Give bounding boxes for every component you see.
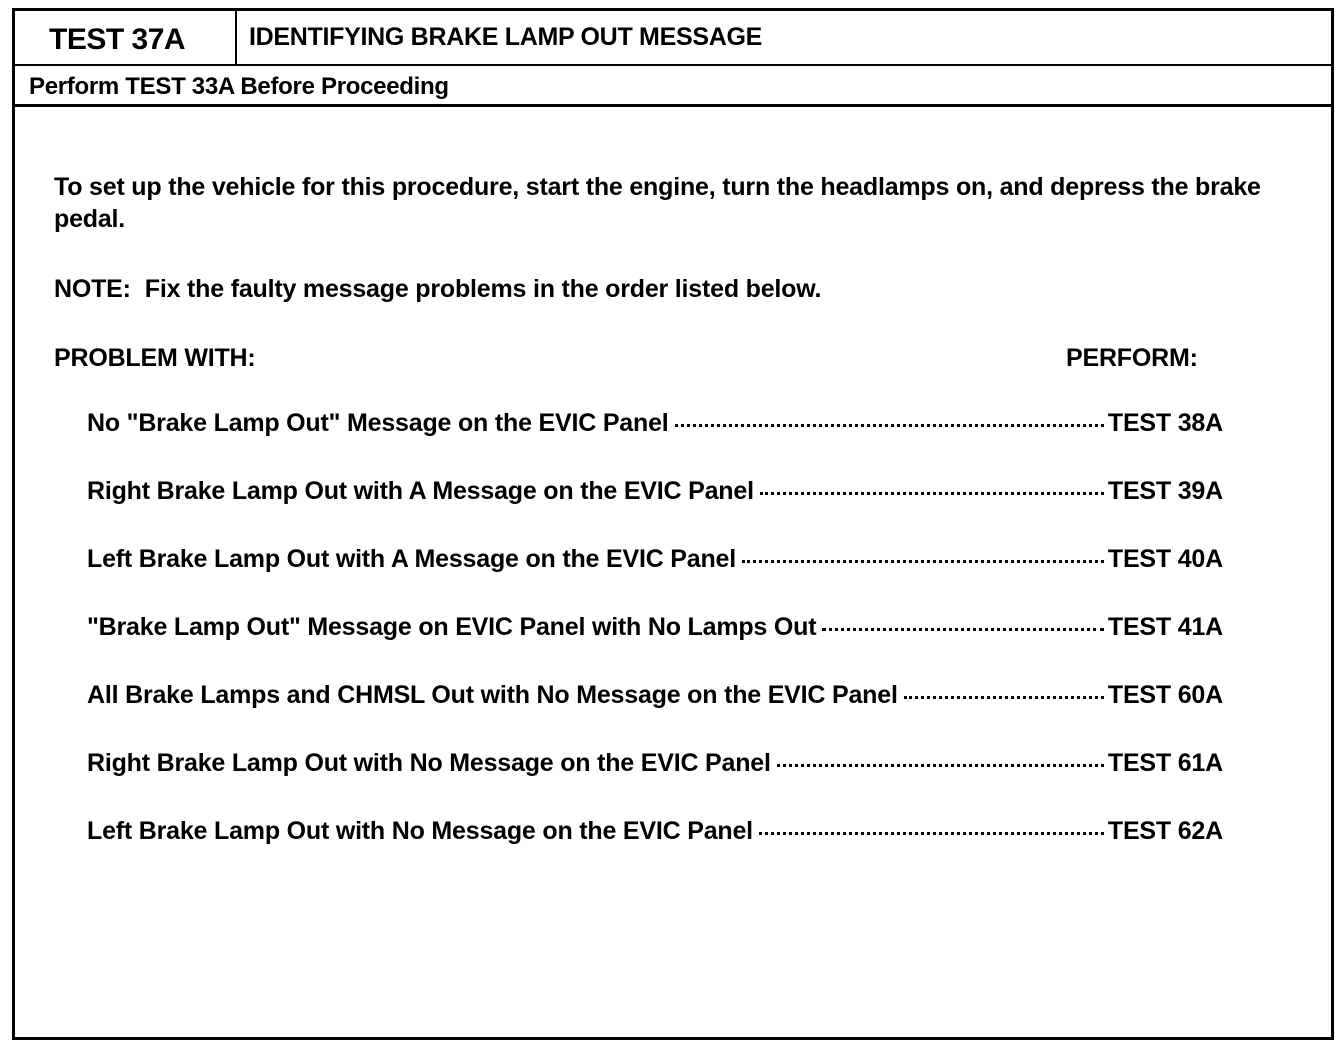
problem-row [87, 613, 1223, 681]
perform-test: TEST 60A [1107, 681, 1223, 709]
note-label: NOTE: [54, 275, 131, 303]
column-header-problem: PROBLEM WITH: [54, 344, 256, 372]
problem-text: No "Brake Lamp Out" Message on the EVIC Panel [87, 409, 669, 437]
perform-test: TEST 62A [1107, 817, 1223, 845]
dot-leader [904, 696, 1104, 699]
perform-test: TEST 38A [1107, 409, 1223, 437]
perform-test: TEST 40A [1107, 545, 1223, 573]
dot-leader [742, 560, 1104, 563]
test-id: TEST 37A [49, 23, 186, 56]
problem-text: Right Brake Lamp Out with A Message on the EVIC Panel [87, 477, 754, 505]
problem-row [87, 545, 1223, 613]
test-id-cell [15, 11, 237, 64]
perform-test: TEST 41A [1107, 613, 1223, 641]
header-row [15, 11, 1331, 66]
test-title: IDENTIFYING BRAKE LAMP OUT MESSAGE [249, 23, 762, 51]
note-text: Fix the faulty message problems in the order listed below. [144, 275, 822, 303]
dot-leader [822, 628, 1104, 631]
prerequisite-row [15, 66, 1331, 107]
note [54, 275, 821, 304]
perform-test: TEST 39A [1107, 477, 1223, 505]
problem-text: Left Brake Lamp Out with No Message on the EVIC Panel [87, 817, 753, 845]
problem-text: All Brake Lamps and CHMSL Out with No Message on the EVIC Panel [87, 681, 898, 709]
prerequisite-text: Perform TEST 33A Before Proceeding [29, 73, 449, 100]
problem-row [87, 477, 1223, 545]
problem-text: Left Brake Lamp Out with A Message on the EVIC Panel [87, 545, 736, 573]
dot-leader [760, 492, 1104, 495]
problem-text: Right Brake Lamp Out with No Message on the EVIC Panel [87, 749, 771, 777]
problem-row [87, 409, 1223, 477]
problem-row [87, 749, 1223, 817]
dot-leader [759, 832, 1104, 835]
problem-text: "Brake Lamp Out" Message on EVIC Panel with No Lamps Out [87, 613, 817, 641]
problem-row [87, 681, 1223, 749]
column-header-perform: PERFORM: [1066, 344, 1198, 372]
problem-list [87, 409, 1223, 885]
dot-leader [675, 424, 1104, 427]
intro-paragraph: To set up the vehicle for this procedure, start the engine, turn the headlamps on, and depress the brake pedal. [54, 173, 1261, 233]
perform-test: TEST 61A [1107, 749, 1223, 777]
dot-leader [777, 764, 1104, 767]
procedure-box [12, 8, 1334, 1040]
problem-row [87, 817, 1223, 885]
